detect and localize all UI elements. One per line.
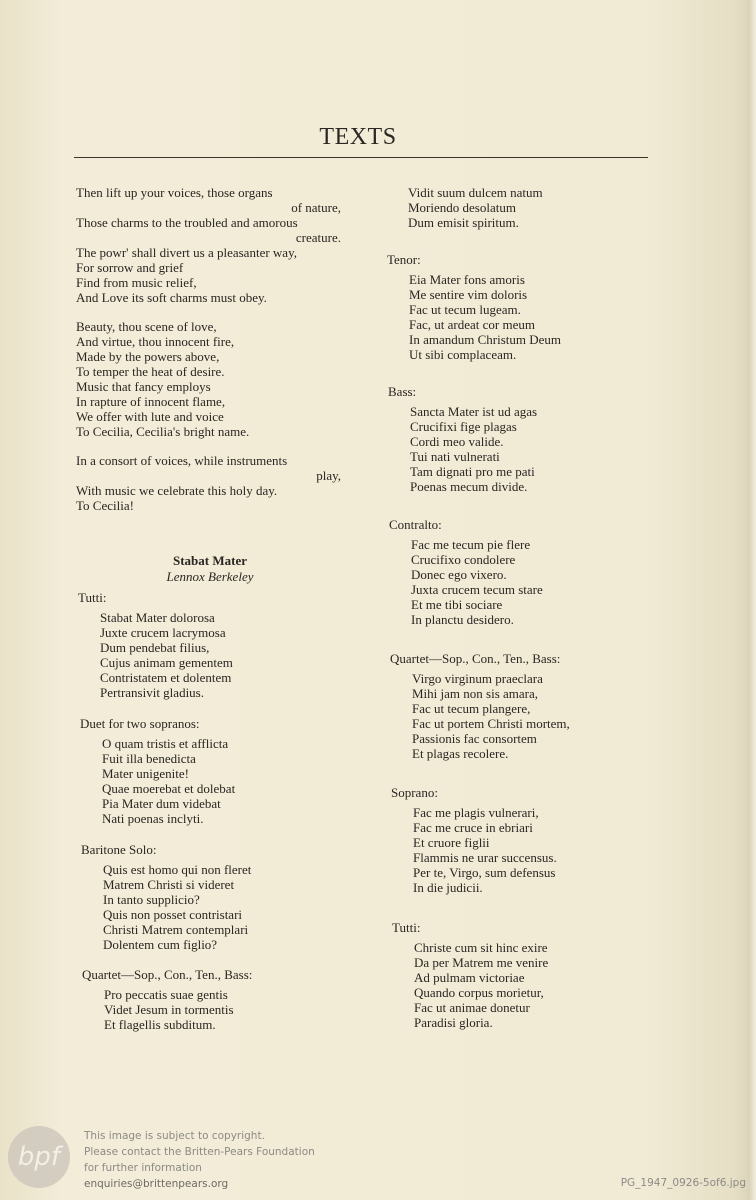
verse (388, 404, 537, 494)
verse-line: Stabat Mater dolorosa (100, 610, 215, 625)
verse (82, 987, 252, 1032)
verse-line: Dum pendebat filius, (100, 640, 210, 655)
voice-heading: Quartet—Sop., Con., Ten., Bass: (390, 651, 561, 666)
contact-email-link[interactable]: enquiries@brittenpears.org (84, 1178, 229, 1190)
stanza-gap (76, 439, 341, 453)
verse-line: Contristatem et dolentem (100, 670, 232, 685)
verse-line: Fuit illa benedicta (102, 751, 196, 766)
title-rule (74, 157, 648, 158)
verse-line: Vidit suum dulcem natum (408, 185, 543, 200)
poem-line: play, (316, 468, 341, 483)
verse-line: Fac ut portem Christi mortem, (412, 716, 570, 731)
verse-line: Quando corpus morietur, (414, 985, 544, 1000)
poem-line: Music that fancy employs (76, 379, 211, 394)
poem-line: Find from music relief, (76, 275, 197, 290)
copyright-notice (84, 1128, 315, 1192)
verse-line: In die judicii. (413, 880, 483, 895)
verse (389, 537, 543, 627)
poem-line: With music we celebrate this holy day. (76, 483, 278, 498)
verse (391, 805, 557, 895)
verse-line: Per te, Virgo, sum defensus (413, 865, 556, 880)
verse-line: Cujus animam gementem (100, 655, 233, 670)
poem-line: In a consort of voices, while instruments (76, 453, 288, 468)
verse-line: Cordi meo valide. (410, 434, 504, 449)
verse-line: Christe cum sit hinc exire (414, 940, 548, 955)
verse-line: Fac, ut ardeat cor meum (409, 317, 535, 332)
poem-line: To Cecilia, Cecilia's bright name. (76, 424, 250, 439)
verse-line: In planctu desidero. (411, 612, 514, 627)
verse-line: Ad pulmam victoriae (414, 970, 525, 985)
voice-heading: Quartet—Sop., Con., Ten., Bass: (82, 967, 253, 982)
verse-line: Juxte crucem lacrymosa (100, 625, 226, 640)
verse-line: Flammis ne urar succensus. (413, 850, 557, 865)
work-title: Stabat Mater (172, 553, 247, 568)
verse-line: Quis est homo qui non fleret (103, 862, 252, 877)
poem-line: of nature, (291, 200, 341, 215)
copyright-line: Please contact the Britten-Pears Foundation (84, 1146, 315, 1158)
verse-line: Mihi jam non sis amara, (412, 686, 539, 701)
verse-line: Fac ut tecum plangere, (412, 701, 531, 716)
verse-line: Juxta crucem tecum stare (411, 582, 543, 597)
left-section-4 (82, 967, 252, 1032)
poem-line: The powr' shall divert us a pleasanter way, (76, 245, 297, 260)
right-section-6 (391, 785, 557, 895)
poem-line: Those charms to the troubled and amorous (76, 215, 298, 230)
poem-line: Beauty, thou scene of love, (76, 319, 217, 334)
verse-line: Tui nati vulnerati (410, 449, 500, 464)
poem-line: Then lift up your voices, those organs (76, 185, 273, 200)
verse-line: In tanto supplicio? (103, 892, 200, 907)
verse-line: In amandum Christum Deum (409, 332, 562, 347)
verse-line: Fac me plagis vulnerari, (413, 805, 539, 820)
poem-line: To Cecilia! (76, 498, 134, 513)
poem-line: And Love its soft charms must obey. (76, 290, 267, 305)
verse-line: Et flagellis subditum. (104, 1017, 216, 1032)
verse (80, 736, 235, 826)
verse-line: Eia Mater fons amoris (409, 272, 525, 287)
verse (387, 272, 561, 362)
poem-line: And virtue, thou innocent fire, (76, 334, 235, 349)
verse-line: Pia Mater dum videbat (102, 796, 221, 811)
verse-line: Pro peccatis suae gentis (104, 987, 228, 1002)
verse-line: Poenas mecum divide. (410, 479, 528, 494)
voice-heading: Tenor: (387, 252, 421, 267)
verse-line: Fac ut tecum lugeam. (409, 302, 521, 317)
poem-line: For sorrow and grief (76, 260, 184, 275)
verse-line: Donec ego vixero. (411, 567, 507, 582)
stanza-gap (76, 305, 341, 319)
verse-line: Quae moerebat et dolebat (102, 781, 236, 796)
left-section-1 (78, 590, 233, 700)
copyright-line: for further information (84, 1162, 202, 1174)
verse (392, 940, 548, 1030)
verse-line: Et me tibi sociare (411, 597, 503, 612)
page-edge (748, 0, 756, 1200)
poem-block (76, 185, 341, 513)
verse-line: Paradisi gloria. (414, 1015, 493, 1030)
left-section-2 (80, 716, 235, 826)
left-section-3 (81, 842, 251, 952)
verse-line: Tam dignati pro me pati (410, 464, 535, 479)
verse-line: Virgo virginum praeclara (412, 671, 543, 686)
right-section-2 (387, 252, 561, 362)
verse-line: Mater unigenite! (102, 766, 189, 781)
verse-line: Quis non posset contristari (103, 907, 243, 922)
verse (386, 185, 543, 230)
work-composer: Lennox Berkeley (166, 569, 254, 584)
verse-line: Fac ut animae donetur (414, 1000, 530, 1015)
verse (81, 862, 251, 952)
verse-line: Pertransivit gladius. (100, 685, 204, 700)
poem-line: We offer with lute and voice (76, 409, 224, 424)
verse-line: Da per Matrem me venire (414, 955, 549, 970)
voice-heading: Contralto: (389, 517, 442, 532)
voice-heading: Bass: (388, 384, 417, 399)
voice-heading: Duet for two sopranos: (80, 716, 200, 731)
verse-line: Ut sibi complaceam. (409, 347, 517, 362)
right-section-7 (392, 920, 548, 1030)
bpf-logo (8, 1126, 70, 1188)
right-section-3 (388, 384, 537, 494)
verse-line: Sancta Mater ist ud agas (410, 404, 538, 419)
right-section-5 (390, 651, 570, 761)
right-section-1 (386, 185, 543, 230)
verse (390, 671, 570, 761)
verse-line: Fac me tecum pie flere (411, 537, 531, 552)
verse-line: Christi Matrem contemplari (103, 922, 249, 937)
copyright-line: This image is subject to copyright. (84, 1130, 265, 1142)
verse-line: Videt Jesum in tormentis (104, 1002, 234, 1017)
voice-heading: Tutti: (392, 920, 421, 935)
verse-line: Passionis fac consortem (412, 731, 537, 746)
voice-heading: Soprano: (391, 785, 438, 800)
verse-line: Dolentem cum figlio? (103, 937, 218, 952)
voice-heading: Baritone Solo: (81, 842, 157, 857)
voice-heading: Tutti: (78, 590, 107, 605)
verse (78, 610, 233, 700)
right-section-4 (389, 517, 543, 627)
verse-line: Et plagas recolere. (412, 746, 509, 761)
verse-line: O quam tristis et afflicta (102, 736, 229, 751)
poem-line: In rapture of innocent flame, (76, 394, 226, 409)
verse-line: Et cruore figlii (413, 835, 490, 850)
bpf-logo-text: bpf (17, 1142, 61, 1172)
page-title: TEXTS (319, 124, 397, 150)
work-heading (110, 553, 310, 585)
verse-line: Matrem Christi si videret (103, 877, 235, 892)
verse-line: Moriendo desolatum (408, 200, 516, 215)
poem-line: creature. (295, 230, 341, 245)
verse-line: Crucifixi fige plagas (410, 419, 517, 434)
verse-line: Nati poenas inclyti. (102, 811, 204, 826)
verse-line: Me sentire vim doloris (409, 287, 528, 302)
verse-line: Fac me cruce in ebriari (413, 820, 533, 835)
verse-line: Dum emisit spiritum. (408, 215, 519, 230)
verse-line: Crucifixo condolere (411, 552, 516, 567)
poem-line: Made by the powers above, (76, 349, 220, 364)
image-reference: PG_1947_0926-5of6.jpg (620, 1177, 746, 1189)
poem-line: To temper the heat of desire. (76, 364, 225, 379)
